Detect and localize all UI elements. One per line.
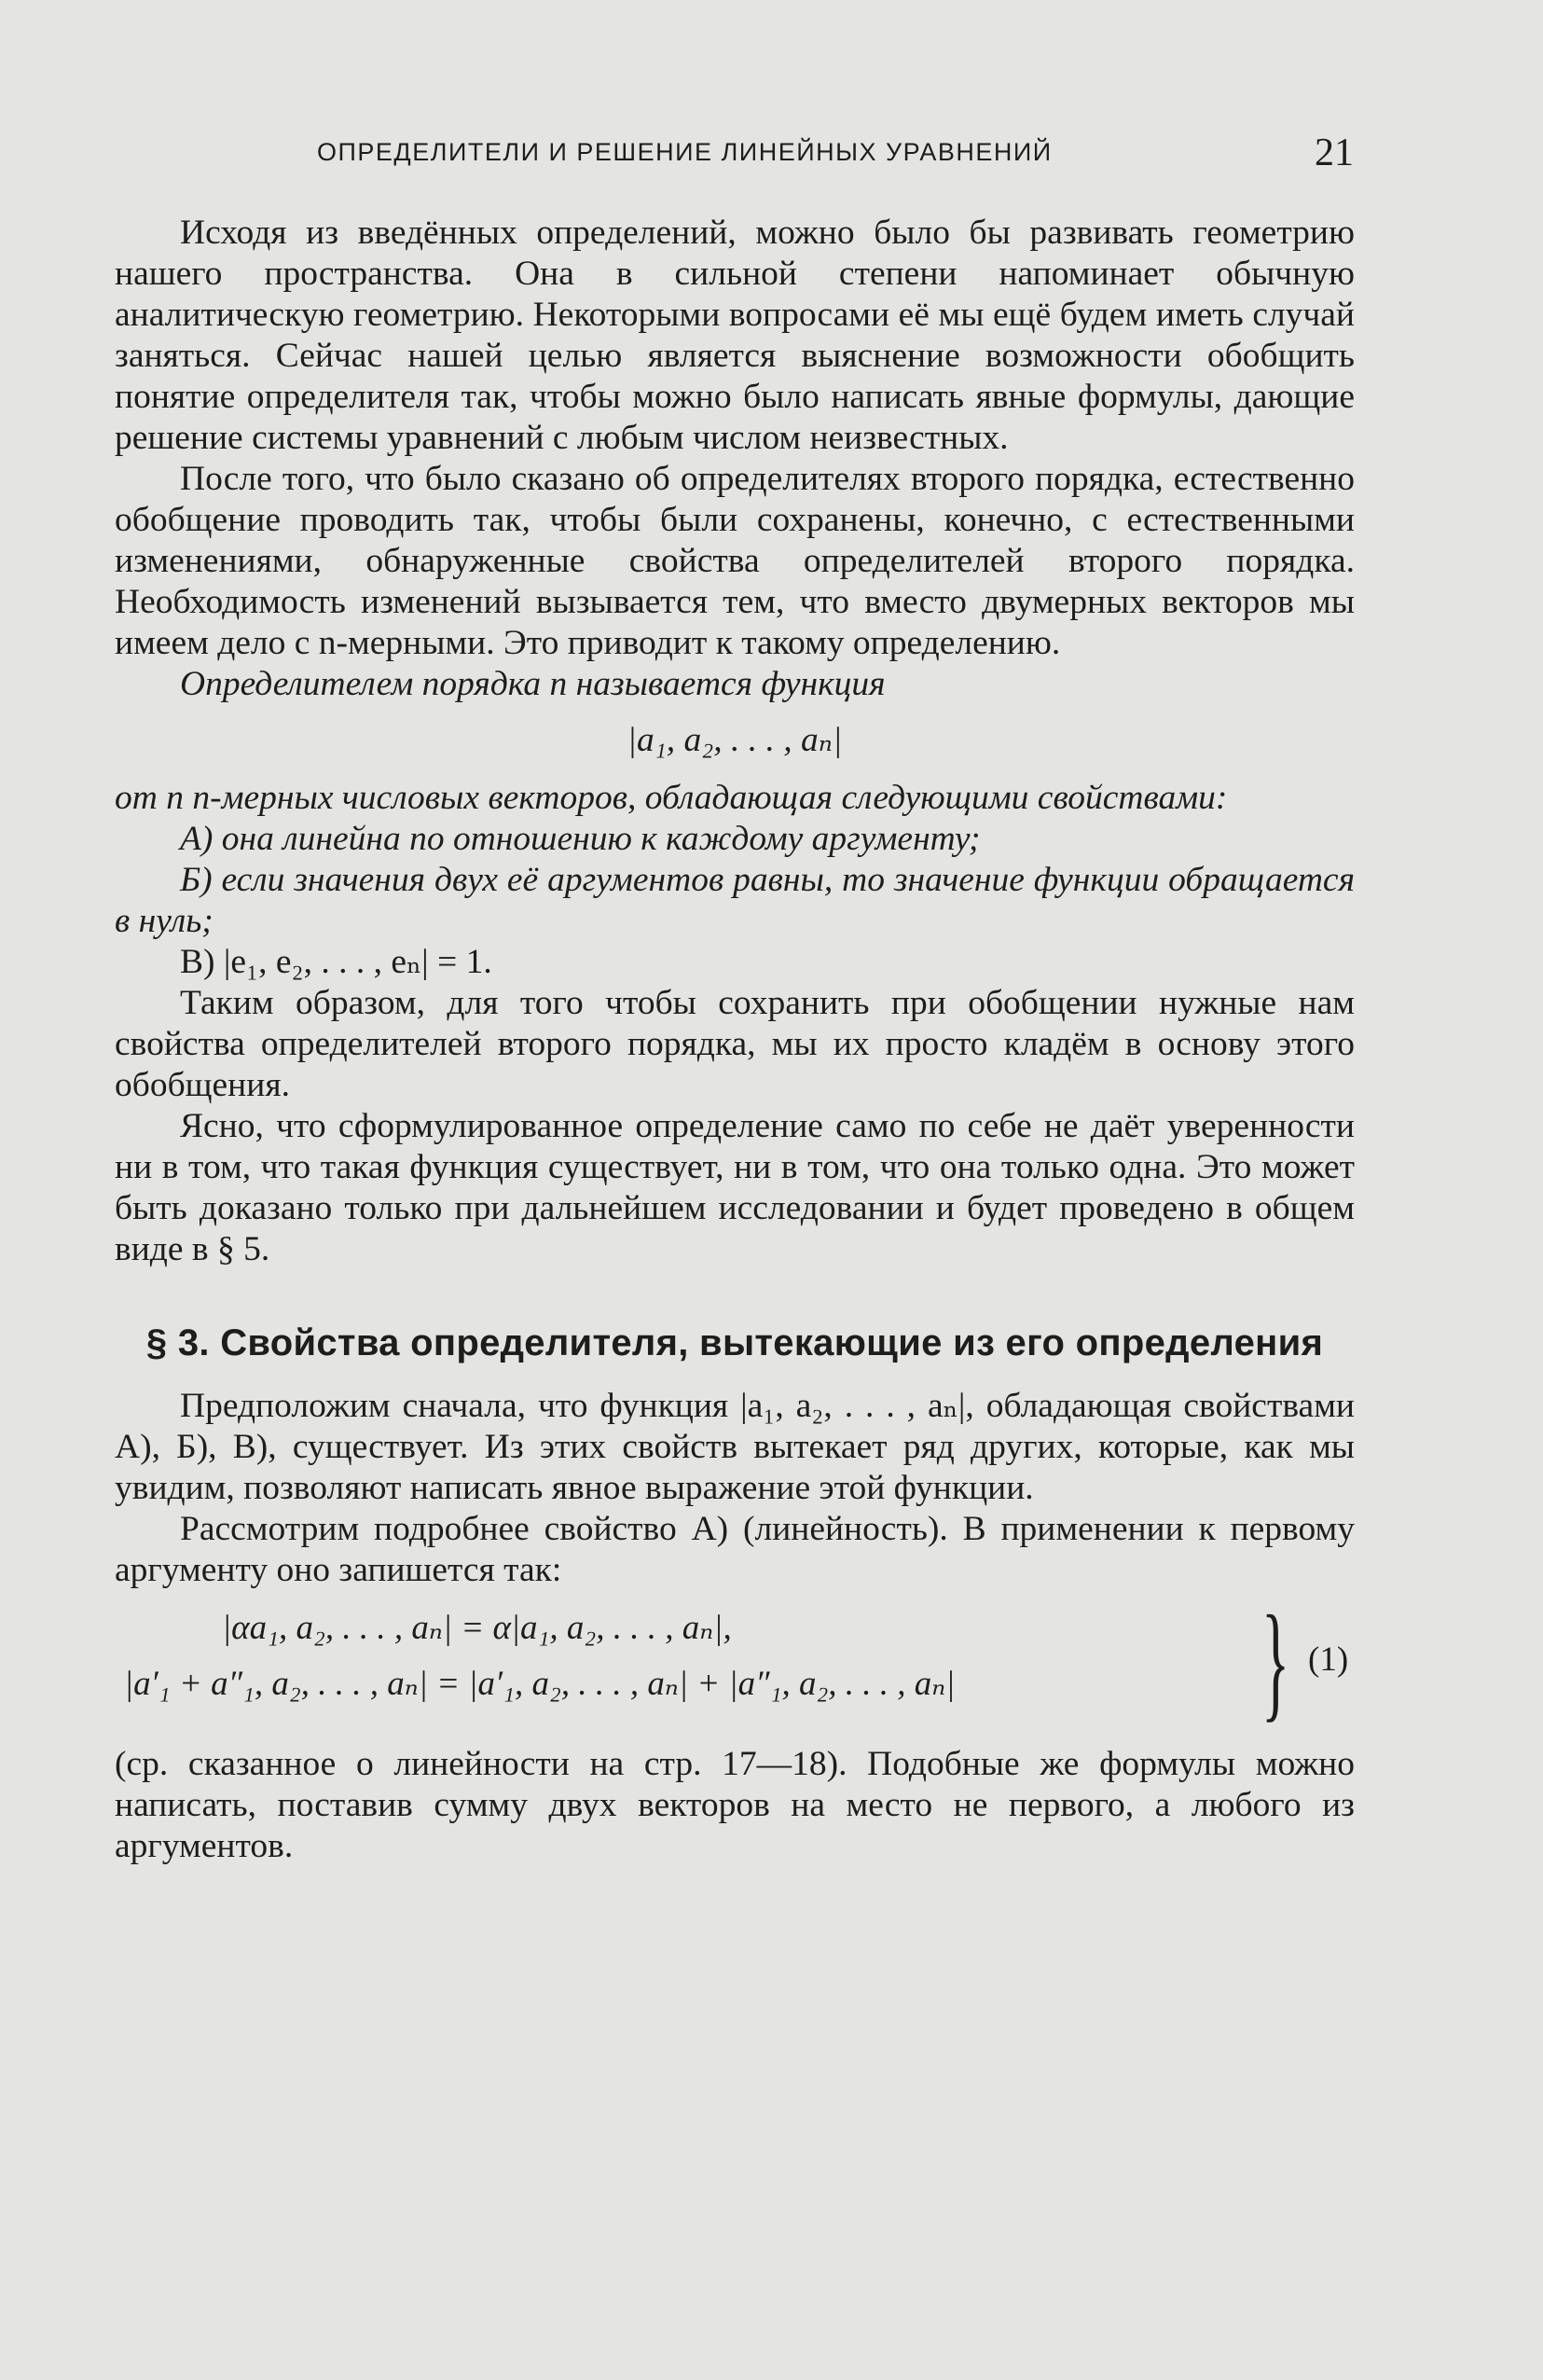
page-body (115, 213, 1355, 1867)
section-heading: § 3. Свойства определителя, вытекающие из его определения (145, 1322, 1324, 1363)
definition-intro: Определителем порядка n называется функция (180, 665, 886, 703)
running-title: ОПРЕДЕЛИТЕЛИ И РЕШЕНИЕ ЛИНЕЙНЫХ УРАВНЕНИЙ (317, 138, 1053, 166)
equation-number: (1) (1308, 1640, 1349, 1679)
paragraph-3: Таким образом, для того чтобы сохранить при обобщении нужные нам свойства определителей второго порядка, мы их просто кладём в основу этого обобщения. (115, 984, 1355, 1104)
paragraph-2: После того, что было сказано об определителях второго порядка, естественно обобщение проводить так, чтобы были сохранены, конечно, с естественными изменениями, обнаруженные свойства определителей второго порядка. Необходимость изменений вызывается тем, что вместо двумерных векторов мы имеем дело с n-мерными. Это приводит к такому определению. (115, 460, 1355, 662)
equation-line-2: |a′₁ + a″₁, a₂, . . . , aₙ| = |a′₁, a₂, . . . , aₙ| + |a″₁, a₂, . . . , aₙ| (124, 1665, 956, 1703)
definition-formula: |a₁, a₂, . . . , aₙ| (627, 721, 843, 759)
paragraph-5: Предположим сначала, что функция |a₁, a₂, . . . , aₙ|, обладающая свойствами А), Б), В), существует. Из этих свойств вытекает ряд других, которые, как мы увидим, позволяют написать явное выражение этой функции. (115, 1387, 1355, 1507)
paragraph-7: (ср. сказанное о линейности на стр. 17—18). Подобные же формулы можно написать, поставив сумму двух векторов на место не первого, а любого из аргументов. (115, 1745, 1355, 1865)
equation-line-1: |αa₁, a₂, . . . , aₙ| = α|a₁, a₂, . . . , aₙ|, (222, 1609, 732, 1647)
equation-block (115, 1589, 1355, 1734)
property-b: Б) если значения двух её аргументов равны, то значение функции обращается в нуль; (115, 861, 1355, 940)
paragraph-4: Ясно, что сформулированное определение само по себе не даёт уверенности ни в том, что такая функция существует, ни в том, что она только одна. Это может быть доказано только при дальнейшем исследовании и будет проведено в общем виде в § 5. (115, 1107, 1355, 1268)
paragraph-1: Исходя из введённых определений, можно было бы развивать геометрию нашего пространства. Она в сильной степени напоминает обычную аналитическую геометрию. Некоторыми вопросами её мы ещё будем иметь случай заняться. Сейчас нашей целью является выяснение возможности обобщить понятие определителя так, чтобы можно было написать явные формулы, дающие решение системы уравнений с любым числом неизвестных. (115, 214, 1355, 457)
page-number: 21 (1315, 131, 1354, 174)
right-brace: } (1261, 1589, 1290, 1734)
definition-continuation: от n n-мерных числовых векторов, обладающая следующими свойствами: (115, 779, 1228, 817)
property-a: А) она линейна по отношению к каждому аргументу; (180, 820, 981, 858)
property-c: В) |e₁, e₂, . . . , eₙ| = 1. (180, 943, 492, 981)
paragraph-6: Рассмотрим подробнее свойство А) (линейность). В применении к первому аргументу оно запишется так: (115, 1510, 1355, 1589)
